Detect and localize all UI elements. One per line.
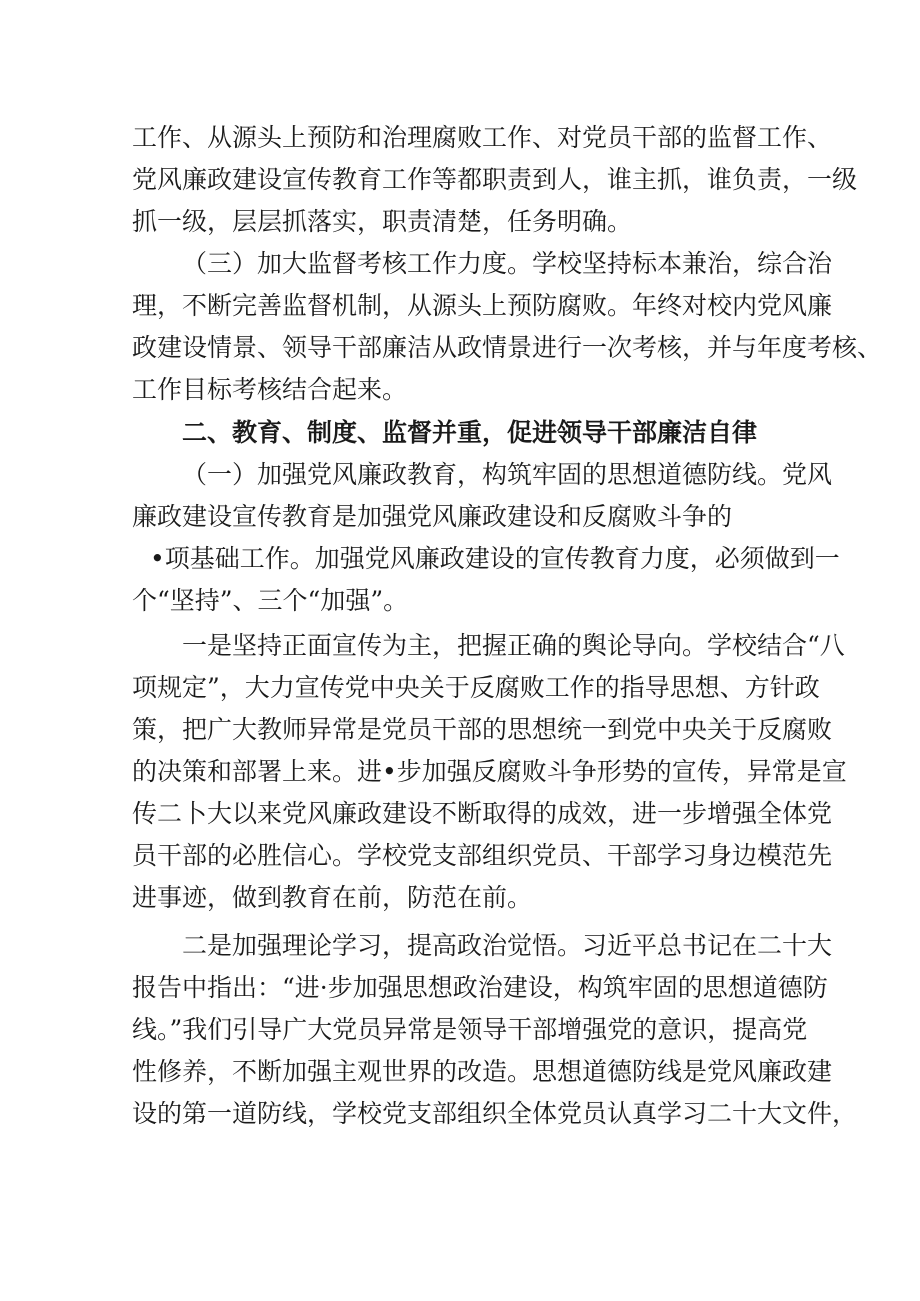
text-line-7: 工作目标考核结合起来。 bbox=[132, 375, 408, 404]
text-line-1: 工作、从源头上预防和治理腐败工作、对党员干部的监督工作、 bbox=[132, 123, 833, 152]
text-line-3: 抓一级，层层抓落实，职责清楚，任务明确。 bbox=[132, 207, 633, 236]
text-line-4: （三）加大监督考核工作力度。学校坚持标本兼治，综合治 bbox=[182, 249, 833, 278]
text-line-6: 政建设情景、领导干部廉洁从政情景进行一次考核，并与年度考核、 bbox=[132, 333, 883, 362]
text-line-2: 党风廉政建设宣传教育工作等都职责到人，谁主抓，谁负责，一级 bbox=[132, 165, 858, 194]
text-line-9: （一）加强党风廉政教育，构筑牢固的思想道德防线。党风 bbox=[182, 460, 833, 489]
text-line-13: 一是坚持正面宣传为主，把握正确的舆论导向。学校结合“八 bbox=[182, 631, 845, 660]
text-line-23: 性修养，不断加强主观世界的改造。思想道德防线是党风廉政建 bbox=[132, 1057, 833, 1086]
text-line-12: 个“坚持”、三个“加强”。 bbox=[132, 586, 409, 615]
text-line-20: 二是加强理论学习，提高政治觉悟。习近平总书记在二十大 bbox=[182, 931, 833, 960]
text-line-16: 的决策和部署上来。进•步加强反腐败斗争形势的宣传，异常是宣 bbox=[132, 757, 847, 786]
text-line-18: 员干部的必胜信心。学校党支部组织党员、干部学习身边模范先 bbox=[132, 841, 833, 870]
text-line-22: 线。”我们引导广大党员异常是领导干部增强党的意识，提高党 bbox=[132, 1015, 808, 1044]
text-line-14: 项规定”，大力宣传党中央关于反腐败工作的指导思想、方针政 bbox=[132, 673, 820, 702]
text-line-17: 传二卜大以来党风廉政建设不断取得的成效，进一步增强全体党 bbox=[132, 799, 833, 828]
text-line-10: 廉政建设宣传教育是加强党风廉政建设和反腐败斗争的 bbox=[132, 502, 733, 531]
text-line-21: 报告中指出：“进·步加强思想政治建设，构筑牢固的思想道德防 bbox=[132, 973, 828, 1002]
text-line-24: 设的第一道防线，学校党支部组织全体党员认真学习二十大文件， bbox=[132, 1099, 858, 1128]
text-line-15: 策，把广大教师异常是党员干部的思想统一到党中央关于反腐败 bbox=[132, 715, 833, 744]
text-line-19: 进事迹，做到教育在前，防范在前。 bbox=[132, 883, 533, 912]
text-line-5: 理，不断完善监督机制，从源头上预防腐败。年终对校内党风廉 bbox=[132, 291, 833, 320]
section-heading: 二、教育、制度、监督并重，促进领导干部廉洁自律 bbox=[182, 418, 758, 447]
text-line-11: •项基础工作。加强党风廉政建设的宣传教育力度，必须做到一 bbox=[150, 544, 840, 573]
